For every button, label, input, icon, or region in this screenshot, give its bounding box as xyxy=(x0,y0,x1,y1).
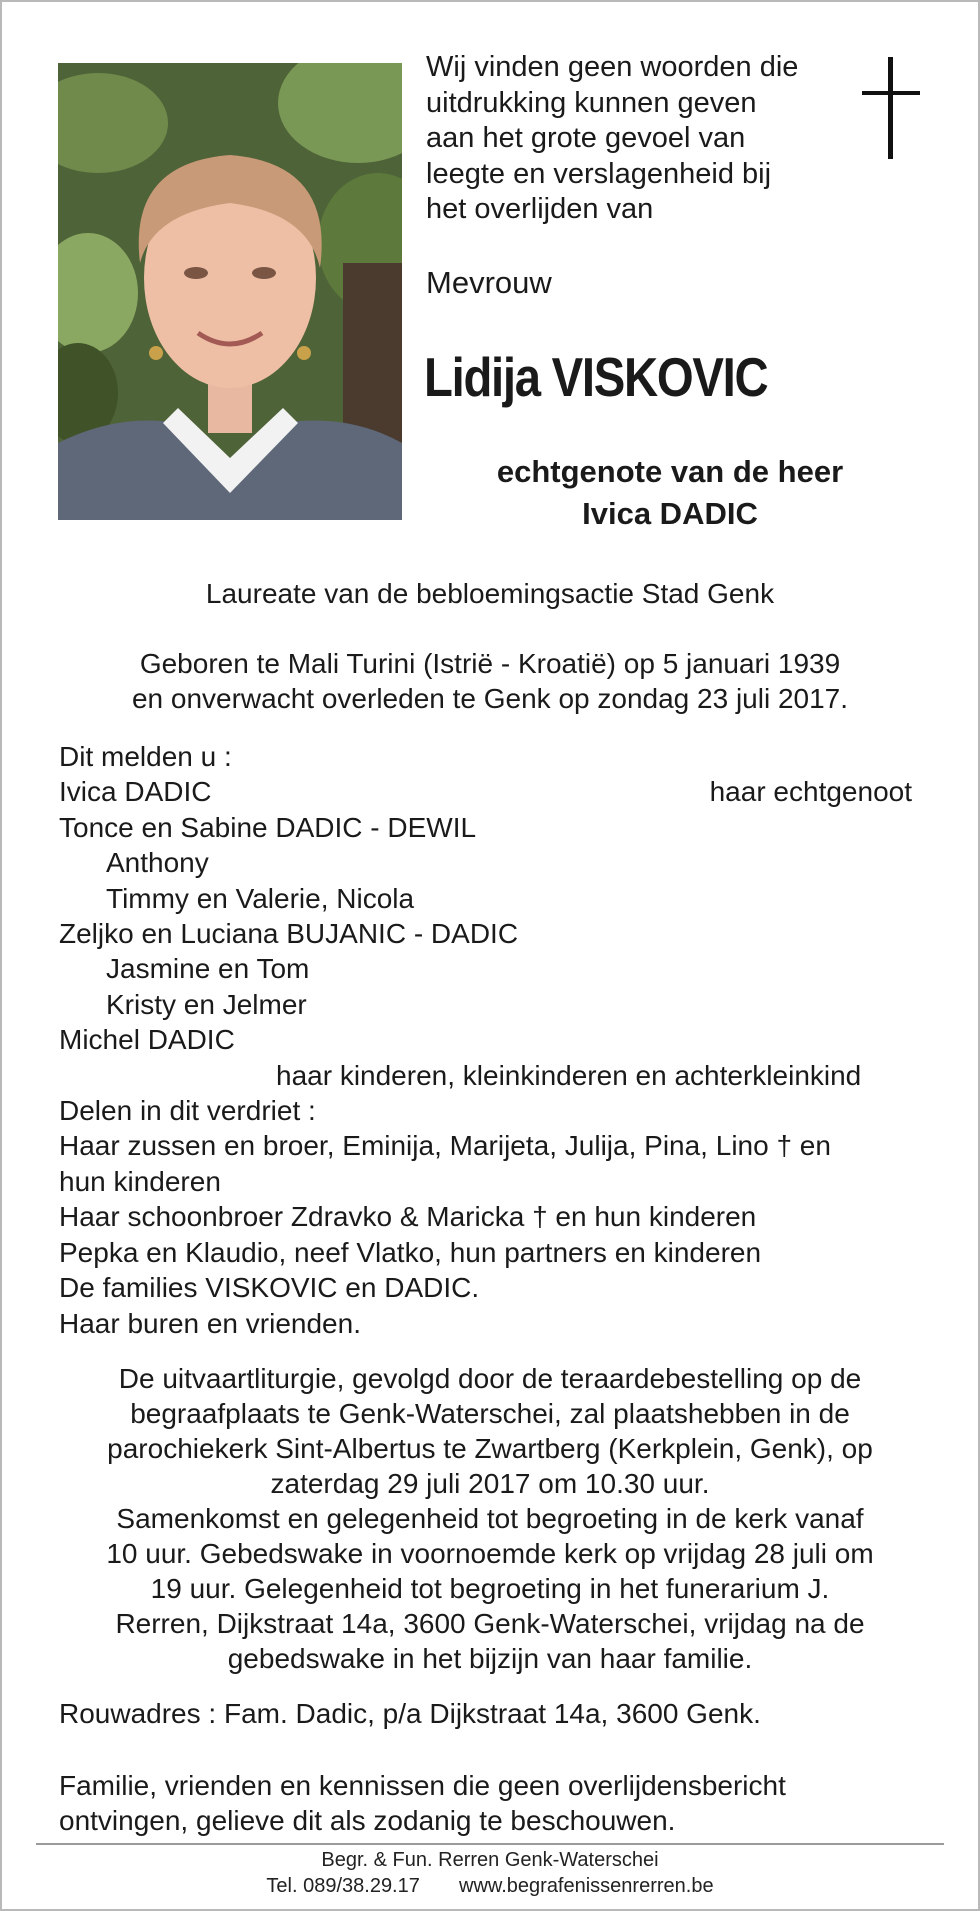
mourning-address: Rouwadres : Fam. Dadic, p/a Dijkstraat 14a, 3600 Genk. xyxy=(59,1698,761,1729)
honorific: Mevrouw xyxy=(426,265,552,300)
spouse-name: Ivica DADIC xyxy=(582,496,758,531)
spouse-line: echtgenote van de heer xyxy=(496,454,844,489)
funeral-line: Rerren, Dijkstraat 14a, 3600 Genk-Waterschei, vrijdag na de xyxy=(115,1608,865,1639)
siblings-line: hun kinderen xyxy=(59,1165,221,1197)
death-line: en onverwacht overleden te Genk op zondag 23 juli 2017. xyxy=(131,683,849,714)
intro-line: leegte en verslagenheid bij xyxy=(426,157,772,190)
inlaw-line: Haar schoonbroer Zdravko & Maricka † en hun kinderen xyxy=(59,1201,757,1233)
funeral-line: De uitvaartliturgie, gevolgd door de teraardebestelling op de xyxy=(118,1363,862,1394)
latin-cross-icon xyxy=(862,57,920,159)
husband-line xyxy=(59,774,919,809)
intro-line: uitdrukking kunnen geven xyxy=(426,86,757,119)
families-line: De families VISKOVIC en DADIC. xyxy=(59,1272,480,1304)
intro-text xyxy=(426,50,846,228)
closing-note xyxy=(59,1768,786,1838)
grandchild-line: Jasmine en Tom xyxy=(106,953,310,985)
siblings-line: Haar zussen en broer, Eminija, Marijeta, Julija, Pina, Lino † en xyxy=(59,1130,831,1162)
intro-line: aan het grote gevoel van xyxy=(426,122,746,154)
grandchild-line: Anthony xyxy=(106,847,209,879)
website-link[interactable]: www.begrafenissenrerren.be xyxy=(459,1875,714,1897)
grandchild-line: Timmy en Valerie, Nicola xyxy=(106,882,415,914)
share-line: Delen in dit verdriet : xyxy=(59,1095,316,1127)
funeral-line: begraafplaats te Genk-Waterschei, zal plaatshebben in de xyxy=(130,1398,850,1429)
intro-line: het overlijden van xyxy=(426,193,654,225)
neighbours-line: Haar buren en vrienden. xyxy=(59,1307,361,1339)
husband-role: haar echtgenoot xyxy=(709,776,912,808)
birth-line: Geboren te Mali Turini (Istrië - Kroatië) op 5 januari 1939 xyxy=(139,648,841,679)
cousins-line: Pepka en Klaudio, neef Vlatko, hun partners en kinderen xyxy=(59,1236,762,1268)
family-line: Tonce en Sabine DADIC - DEWIL xyxy=(59,811,477,843)
footer-divider xyxy=(36,1843,944,1845)
spouse-block xyxy=(430,451,910,535)
announce-line: Dit melden u : xyxy=(59,741,232,772)
portrait-photo xyxy=(58,63,402,520)
grandchild-line: Kristy en Jelmer xyxy=(106,988,307,1020)
funeral-line: zaterdag 29 juli 2017 om 10.30 uur. xyxy=(270,1468,710,1499)
funeral-line: 10 uur. Gebedswake in voornoemde kerk op vrijdag 28 juli om xyxy=(106,1538,874,1569)
funeral-line: gebedswake in het bijzijn van haar familie. xyxy=(227,1643,753,1674)
funeral-company: Begr. & Fun. Rerren Genk-Waterschei xyxy=(321,1849,659,1871)
husband-name: Ivica DADIC xyxy=(59,776,212,808)
mourners-list xyxy=(59,739,919,1341)
funeral-line: 19 uur. Gelegenheid tot begroeting in het funerarium J. xyxy=(150,1573,830,1604)
footer xyxy=(40,1847,940,1899)
laureate-line: Laureate van de bebloemingsactie Stad Genk xyxy=(205,578,775,609)
family-line: Michel DADIC xyxy=(59,1024,235,1056)
children-role: haar kinderen, kleinkinderen en achterkleinkind xyxy=(276,1059,862,1091)
funeral-line: Samenkomst en gelegenheid tot begroeting in de kerk vanaf xyxy=(116,1503,864,1534)
funeral-details xyxy=(40,1361,940,1676)
closing-line: Familie, vrienden en kennissen die geen overlijdensbericht xyxy=(59,1770,786,1801)
phone-number: Tel. 089/38.29.17 xyxy=(266,1875,420,1897)
deceased-name: Lidija VISKOVIC xyxy=(424,346,768,408)
closing-line: ontvingen, gelieve dit als zodanig te beschouwen. xyxy=(59,1805,676,1836)
funeral-line: parochiekerk Sint-Albertus te Zwartberg (Kerkplein, Genk), op xyxy=(107,1433,873,1464)
intro-line: Wij vinden geen woorden die xyxy=(426,51,799,83)
family-line: Zeljko en Luciana BUJANIC - DADIC xyxy=(59,918,519,950)
